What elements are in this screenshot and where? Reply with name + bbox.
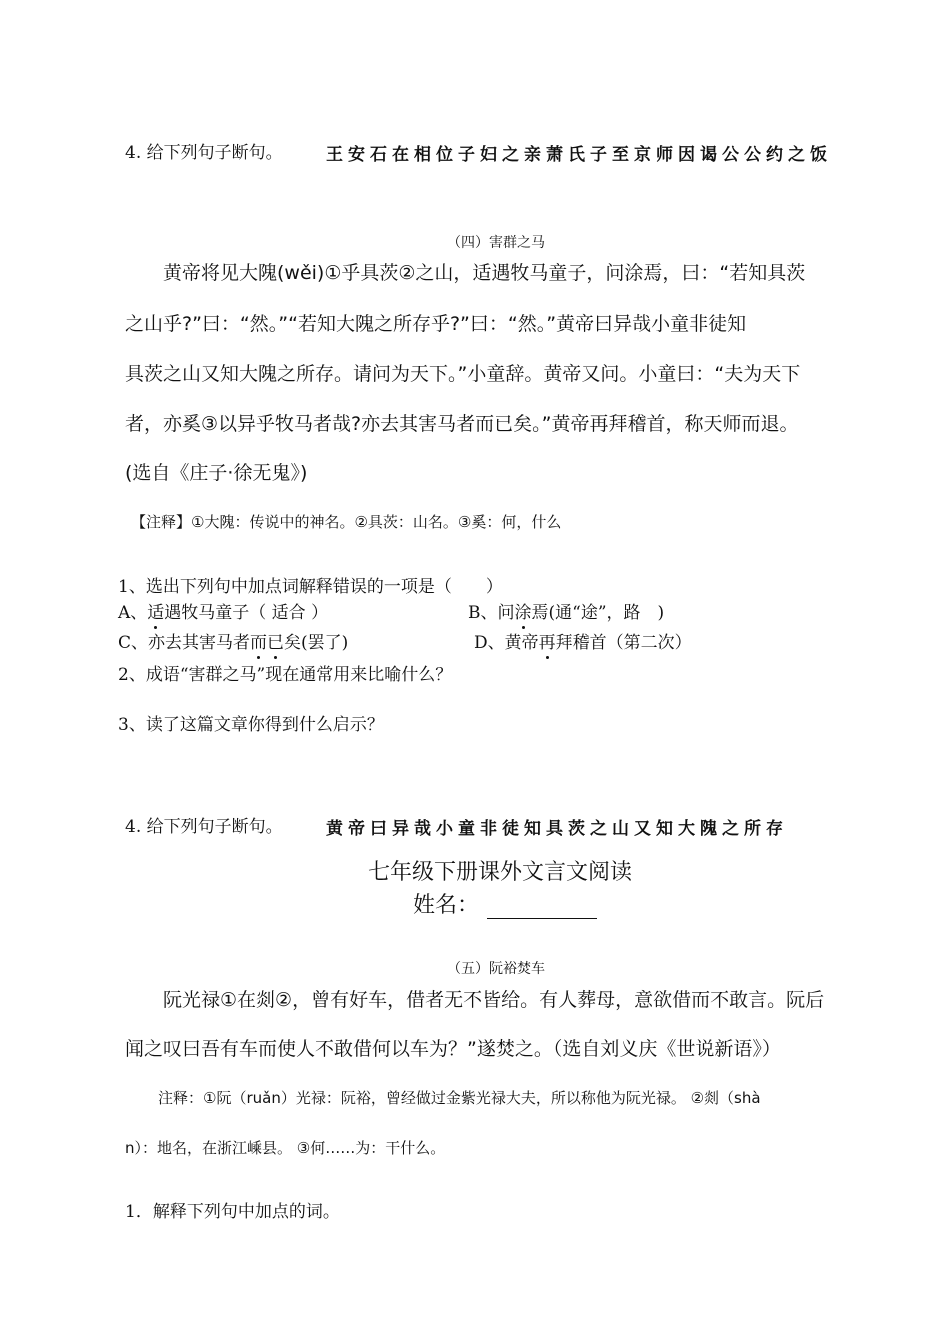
name-blank-line[interactable] (487, 900, 597, 919)
question-3: 3、读了这篇文章你得到什么启示？ (118, 715, 384, 735)
passage5-note-1: 注释：①阮（ruǎn）光禄：阮裕，曾经做过金紫光禄大夫，所以称他为阮光禄。 ②剡（shà (158, 1089, 761, 1107)
option-d-dotted-char: 再 (538, 633, 556, 653)
option-b (468, 598, 664, 623)
q4-label-1: 4. 给下列句子断句。 (125, 143, 283, 163)
passage4-line-3: 具茨之山又知大隗之所存。请问为天下。”小童辞。黄帝又问。小童曰：“夫为天下 (125, 363, 801, 385)
option-a-dotted-char: 适 (147, 603, 165, 623)
passage4-note: 【注释】①大隗：传说中的神名。②具茨：山名。③奚：何，什么 (131, 513, 562, 531)
option-b-rest: 焉(通“途”，路 ) (531, 603, 665, 623)
option-c-prefix: C、亦去其害马者 (118, 633, 251, 653)
option-a (118, 598, 328, 623)
q4-label-2: 4. 给下列句子断句。 (125, 817, 283, 837)
option-b-prefix: B、问 (468, 603, 515, 623)
passage4-title: （四）害群之马 (447, 235, 545, 251)
passage5-line-2: 闻之叹曰吾有车而使人不敢借何以车为？”遂焚之。（选自刘义庆《世说新语》） (125, 1038, 781, 1060)
option-c-dotted-char-1: 而 (250, 633, 268, 653)
passage4-line-1: 黄帝将见大隗(wěi)①乎具茨②之山，适遇牧马童子，问涂焉，曰：“若知具茨 (163, 262, 806, 284)
question-2: 2、成语“害群之马”现在通常用来比喻什么？ (118, 665, 453, 685)
name-label: 姓名： (413, 893, 480, 918)
passage4-source: (选自《庄子·徐无鬼》) (125, 462, 308, 484)
option-c (118, 628, 348, 653)
passage5-note-2: n）：地名，在浙江嵊县。 ③何……为：干什么。 (125, 1139, 446, 1157)
q4-sentence-1: 王安石在相位子妇之亲萧氏子至京师因谒公公约之饭 (326, 145, 832, 165)
option-a-prefix: A、 (118, 603, 148, 623)
option-b-dotted-char: 涂 (514, 603, 532, 623)
name-field (413, 888, 597, 919)
option-d (474, 628, 692, 653)
passage4-line-2: 之山乎?”曰：“然。”“若知大隗之所存乎?”曰：“然。”黄帝曰异哉小童非徒知 (125, 313, 747, 335)
passage5-title: （五）阮裕焚车 (447, 961, 545, 977)
option-d-prefix: D、黄帝 (474, 633, 539, 653)
passage4-line-4: 者，亦奚③以异乎牧马者哉?亦去其害马者而已矣。”黄帝再拜稽首，称天师而退。 (125, 413, 799, 435)
page-title: 七年级下册课外文言文阅读 (368, 860, 633, 885)
option-a-rest: 遇牧马童子（ 适合 ） (164, 603, 329, 623)
q4-sentence-2: 黄帝曰异哉小童非徒知具茨之山又知大隗之所存 (326, 819, 788, 839)
option-c-dotted-char-2: 已 (267, 633, 285, 653)
question-5-1: 1．解释下列句中加点的词。 (125, 1202, 340, 1222)
question-1: 1、选出下列句中加点词解释错误的一项是（ ） (118, 577, 503, 597)
passage5-line-1: 阮光禄①在剡②，曾有好车，借者无不皆给。有人葬母，意欲借而不敢言。阮后 (163, 989, 825, 1011)
option-d-rest: 拜稽首（第二次） (555, 633, 692, 653)
option-c-rest: 矣(罢了) (284, 633, 349, 653)
